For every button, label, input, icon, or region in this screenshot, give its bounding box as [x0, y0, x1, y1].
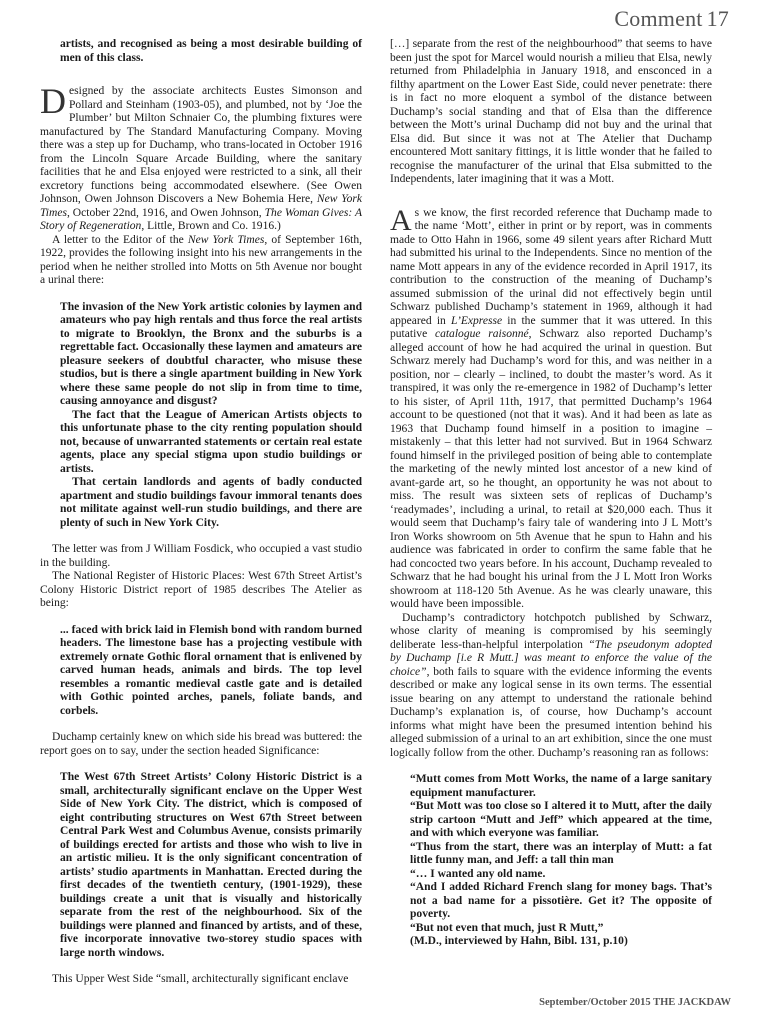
quote-citation: (M.D., interviewed by Hahn, Bibl. 131, p.10): [410, 935, 628, 947]
quote-text: artists, and recognised as being a most desirable building of men of this class.: [60, 38, 362, 64]
quote-paragraph: The fact that the League of American Artists objects to this unfortunate phase to the city renting population should not, because of unwarranted statements or certain real estate agents, place any special stigma upon studio buildings or artists.: [60, 408, 362, 475]
block-quote-letter: [60, 301, 362, 531]
text: in the summer that it was uttered. In this putative: [390, 314, 712, 340]
paragraph: […] separate from the rest of the neighbourhood” that seems to have been just the spot for Marcel would nourish a milieu that Elsa, newly returned from Philadelphia in January 1918, and ensconced in a filthy apartment on the Lower East Side, could never penetrate: there is in fact no more eloquent a symbol of the distance between Duchamp’s social standing and that of Elsa than the difference between the Mott’s urinal Duchamp did not buy and the urinal that Elsa did. But since it was not at The Atelier that Duchamp encountered Mott sanitary fittings, it is little wonder that he failed to recognise the manufacturer of the urinal that Elsa submitted to the Independents, later imagining that it was a Mott.: [390, 38, 712, 185]
quote-paragraph: ... faced with brick laid in Flemish bond with random burned headers. The limestone base has a projecting vestibule with extremely ornate Gothic floral ornament that is enlivened by carved human heads, animals and birds. The top level resembles a romantic medieval castle gate and is detailed with Gothic pointed arches, panels, foliate bands, and corbels.: [60, 623, 362, 717]
paragraph: [40, 234, 362, 288]
text: Duchamp’s contradictory hotchpotch published by Schwarz, whose clarity of meaning is compromised by his seemingly deliberate less-than-helpful interpolation: [390, 611, 712, 651]
page-footer: [539, 997, 731, 1008]
right-column: [390, 38, 712, 949]
block-quote-significance: [60, 771, 362, 960]
page-header: [614, 6, 729, 32]
italic-text: New York Times: [187, 233, 265, 246]
paragraph: The letter was from J William Fosdick, who occupied a vast studio in the building.: [40, 543, 362, 569]
quote-line: “And I added Richard French slang for money bags. That’s not a bad name for a pissotière. Get it? The opposite of poverty.: [410, 881, 712, 920]
italic-text: L’Expresse: [451, 314, 503, 327]
text: , October 22nd, 1916, and Owen Johnson,: [66, 206, 265, 219]
text: esigned by the associate architects Eustes Simonson and Pollard and Steinham (1903-05), and plumbed, not by ‘Joe the Plumber’ but Milton Schnaier Co, the plumbing fixtures were manufactured by The Standard Manufacturing Company. Moving there was a step up for Duchamp, who trans-located in October 1916 from the Lincoln Square Arcade Building, where the sanitary facilities that he and Elsa enjoyed were restricted to a sink, all their excretory functions being accommodated elsewhere. (See Owen Johnson, Owen Johnson Discovers a New Bohemia Here,: [40, 85, 362, 205]
paragraph: [40, 81, 362, 234]
quote-line: “… I wanted any old name.: [410, 867, 546, 880]
block-quote-register: [60, 624, 362, 719]
quote-line: “But Mott was too close so I altered it to Mutt, after the daily strip cartoon “Mutt and Jeff” which appeared at the time, and with which everyone was familiar.: [410, 800, 712, 839]
italic-text: New York Times: [40, 193, 362, 219]
text: , Schwarz also reported Duchamp’s alleged account of how he had acquired the urinal in question. But Schwarz merely had Duchamp’s word for this, and was neither in a position, nor – clearly – inclined, to doubt the master’s word. As it transpired, it was only the re-emergence in 1982 of Duchamp’s letter to his sister, of April 11th, 1917, that permitted Duchamp’s 1964 account to be questioned (not that it was). And it had been as late as 1963 that Duchamp found himself in a position to imagine – mistakenly – that this letter had not survived. But in 1964 Schwarz found himself in the privileged position of being able to contemplate the marketing of the newly minted lost ancestor of a new kind of avant-garde art, so he thought, an opportunity he was not about to miss. The result was sixteen sets of replicas of Duchamp’s ‘readymades’, including a urinal, to retail at $20,000 each. Thus it would seem that Duchamp’s fairy tale of wandering into J L Mott’s Iron Works showroom on 5th Avenue that he spun to Hahn and his audience was fabricated in order to confirm the same fable that he had concocted two years before. In his account, Duchamp revealed to Schwarz that he had bought his urinal from the J L Mott Iron Works showroom at 118-120 5th Avenue. As he was clearly unaware, this would have been impossible.: [390, 328, 712, 610]
quote-paragraph: That certain landlords and agents of badly conducted apartment and studio buildings favour immoral tenants does not militate against well-run studio buildings, and there are plenty of such in New York City.: [60, 476, 362, 529]
paragraph: Duchamp certainly knew on which side his bread was buttered: the report goes on to say, under the section headed Significance:: [40, 731, 362, 757]
issue-date: September/October 2015: [539, 997, 651, 1008]
left-column: [40, 38, 362, 987]
page-number: 17: [706, 6, 729, 31]
text: , both fails to square with the evidence informing the events described or make any logical sense in its own terms. The essential issue bearing on any attempt to understand the rationale behind Duchamp’s explanation is, of course, how Duchamp’s account informs what might have been the presumed intention behind his alleged submission of a urinal to an art exhibition, since the one must logically follow from the other. Duchamp’s reasoning ran as follows:: [390, 665, 712, 759]
drop-cap: D: [40, 81, 66, 121]
quote-line: “But not even that much, just R Mutt,”: [410, 921, 604, 934]
paragraph: [390, 612, 712, 761]
italic-text: catalogue raisonné: [434, 328, 529, 340]
paragraph: This Upper West Side “small, architecturally significant enclave: [52, 973, 349, 985]
text: , of September 16th, 1922, provides the following insight into his new arrangements in the period when he neither strolled into Motts on 5th Avenue nor bought a urinal there:: [40, 233, 362, 286]
paragraph: The National Register of Historic Places: West 67th Street Artist’s Colony Historic District report of 1985 describes The Atelier as being:: [40, 570, 362, 609]
text: A letter to the Editor of the: [52, 233, 188, 246]
block-quote-intro: [60, 38, 362, 65]
quote-line: “Thus from the start, there was an interplay of Mutt: a fat little funny man, and Jeff: a tall thin man: [410, 840, 712, 866]
italic-text: “The pseudonym adopted by Duchamp [i.e R Mutt.] was meant to enforce the value of the choice”: [390, 638, 712, 678]
text: , Little, Brown and Co. 1916.): [141, 220, 281, 232]
block-quote-duchamp: [410, 773, 712, 949]
quote-paragraph: The West 67th Street Artists’ Colony Historic District is a small, architecturally significant enclave on the Upper West Side of New York City. The district, which is composed of eight contributing structures on West 67th Street between Central Park West and Columbus Avenue, consists primarily of buildings erected for artists and those who wish to live in an artistic milieu. It is the only significant concentration of artists’ studio apartments in Manhattan. Erected during the first decades of the twentieth century, (1901-1929), these buildings create a unit that is visually and historically separate from the rest of the neighbourhood. Six of the buildings were planned and financed by artists, and of these, five incorporate innovative two-storey studio spaces with large north windows.: [60, 771, 362, 959]
magazine-name: THE JACKDAW: [653, 997, 731, 1008]
italic-text: The Woman Gives: A Story of Regeneration: [40, 206, 362, 232]
text: s we know, the first recorded reference that Duchamp made to the name ‘Mott’, either in print or by report, was in comments made to Otto Hahn in 1966, some 49 silent years after Richard Mutt had submitted his urinal to the Independents. Since no mention of the name Mott appears in any of the evidence recorded in April 1917, its contribution to the construction of the meaning of Duchamp’s assumed submission of the urinal did not effectively begin until Schwarz published Duchamp’s statement in 1969, although it had appeared in: [390, 206, 712, 327]
paragraph: [390, 203, 712, 612]
quote-line: “Mutt comes from Mott Works, the name of a large sanitary equipment manufacturer.: [410, 773, 712, 799]
quote-paragraph: The invasion of the New York artistic colonies by laymen and amateurs who pay high rentals and thus force the real artists to migrate to Brooklyn, the Bronx and the suburbs is a regrettable fact. Occasionally these laymen and amateurs are pleasure seekers of doubtful character, who misuse these studios, but is there a single apartment building in New York where these same people do not slip in from time to time, causing annoyance and disgust?: [60, 300, 362, 407]
drop-cap: A: [390, 203, 412, 237]
section-title: Comment: [614, 6, 703, 31]
